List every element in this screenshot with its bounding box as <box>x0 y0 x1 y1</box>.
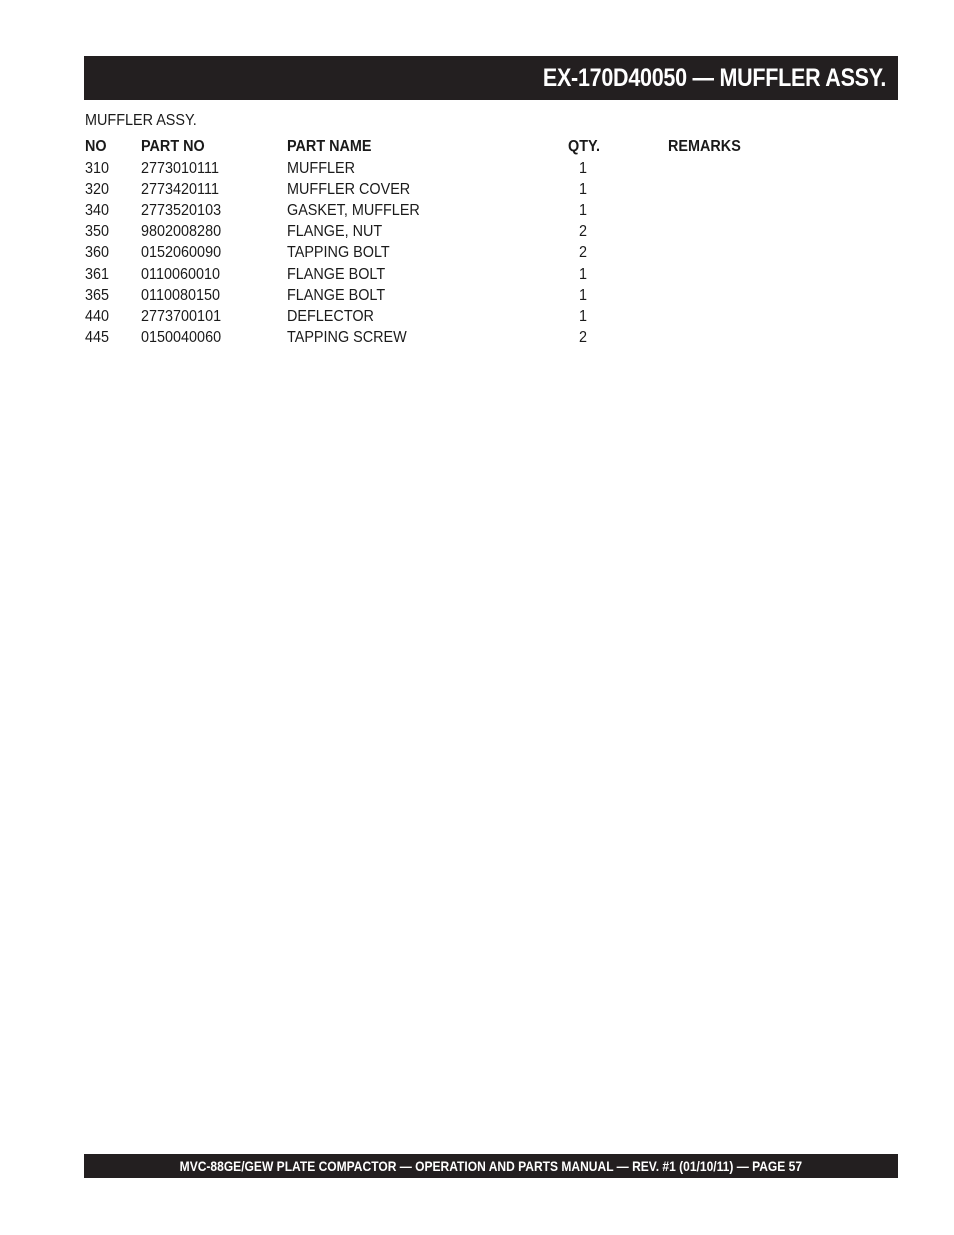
footer-text: MVC-88GE/GEW PLATE COMPACTOR — OPERATION AND PARTS MANUAL — REV. #1 (01/10/11) — PAGE 57 <box>179 1158 803 1174</box>
table-row <box>85 285 785 306</box>
cell-qty: 1 <box>579 307 588 325</box>
cell-remarks <box>668 306 785 327</box>
column-header-part-no: PART NO <box>141 138 205 155</box>
parts-table-body <box>85 158 785 349</box>
table-row <box>85 264 785 285</box>
column-header-remarks: REMARKS <box>668 138 741 155</box>
cell-remarks <box>668 264 785 285</box>
cell-part-name: TAPPING SCREW <box>287 329 407 347</box>
table-row <box>85 243 785 264</box>
cell-remarks <box>668 285 785 306</box>
cell-part-no: 2773010111 <box>141 159 219 177</box>
cell-part-name: DEFLECTOR <box>287 307 374 325</box>
parts-table <box>85 136 785 349</box>
page-title-bar <box>84 56 898 100</box>
cell-part-name: FLANGE BOLT <box>287 265 386 283</box>
cell-part-no: 2773420111 <box>141 180 219 198</box>
cell-no: 340 <box>85 201 110 219</box>
cell-remarks <box>668 179 785 200</box>
cell-qty: 2 <box>579 244 588 262</box>
table-row <box>85 200 785 221</box>
table-row <box>85 179 785 200</box>
cell-qty: 1 <box>579 201 588 219</box>
cell-qty: 1 <box>579 159 588 177</box>
cell-remarks <box>668 222 785 243</box>
cell-part-name: MUFFLER <box>287 159 356 177</box>
cell-part-no: 2773700101 <box>141 307 222 325</box>
cell-qty: 2 <box>579 329 588 347</box>
cell-no: 320 <box>85 180 110 198</box>
table-row <box>85 306 785 327</box>
cell-part-no: 0152060090 <box>141 244 222 262</box>
table-row <box>85 158 785 179</box>
column-header-qty: QTY. <box>568 138 601 155</box>
cell-part-name: GASKET, MUFFLER <box>287 201 420 219</box>
cell-part-name: FLANGE, NUT <box>287 223 383 241</box>
cell-part-name: MUFFLER COVER <box>287 180 411 198</box>
cell-part-no: 0110060010 <box>141 265 221 283</box>
cell-no: 445 <box>85 329 110 347</box>
section-label: MUFFLER ASSY. <box>85 112 197 129</box>
cell-no: 361 <box>85 265 110 283</box>
cell-qty: 1 <box>579 180 588 198</box>
table-row <box>85 328 785 349</box>
table-header-row <box>85 136 785 158</box>
cell-qty: 1 <box>579 286 588 304</box>
cell-part-name: TAPPING BOLT <box>287 244 390 262</box>
cell-part-name: FLANGE BOLT <box>287 286 386 304</box>
cell-no: 365 <box>85 286 110 304</box>
cell-no: 350 <box>85 223 110 241</box>
cell-part-no: 0150040060 <box>141 329 222 347</box>
cell-qty: 1 <box>579 265 588 283</box>
cell-qty: 2 <box>579 223 588 241</box>
table-row <box>85 222 785 243</box>
cell-part-no: 0110080150 <box>141 286 221 304</box>
column-header-no: NO <box>85 138 107 155</box>
cell-remarks <box>668 328 785 349</box>
cell-part-no: 9802008280 <box>141 223 222 241</box>
cell-remarks <box>668 243 785 264</box>
cell-no: 360 <box>85 244 110 262</box>
cell-part-no: 2773520103 <box>141 201 222 219</box>
footer-bar <box>84 1154 898 1178</box>
page-title: EX-170D40050 — MUFFLER ASSY. <box>542 63 886 92</box>
cell-no: 440 <box>85 307 110 325</box>
cell-no: 310 <box>85 159 110 177</box>
cell-remarks <box>668 200 785 221</box>
column-header-part-name: PART NAME <box>287 138 372 155</box>
cell-remarks <box>668 158 785 179</box>
